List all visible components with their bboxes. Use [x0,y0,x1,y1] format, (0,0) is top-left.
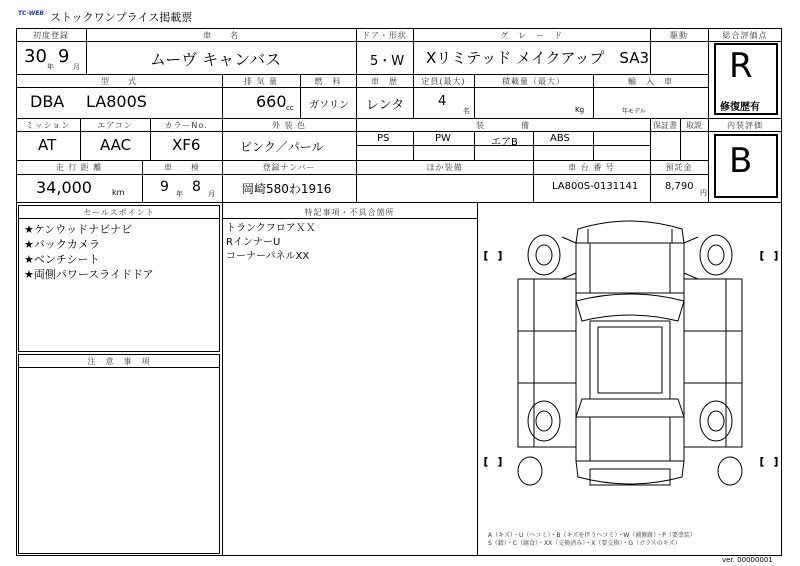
notes-list [226,222,316,264]
list-item: ★ケンウッドナビナビ [24,223,133,236]
label-model: 型 式 [101,77,137,86]
grade: Xリミテッド メイクアップ SA3 [426,49,649,67]
inspection-year: 9 [160,179,169,195]
first-reg-year-unit: 年 [47,63,54,71]
equip-pw: PW [435,133,451,144]
label-drive: 駆動 [670,31,688,40]
label-door: ドア・形状 [362,31,407,40]
legend-line: S（錆）・C（腐食）・XX（交換済み）・X（要交換）・G（ガラスのキズ） [488,540,681,547]
first-reg-month: 9 [58,46,70,67]
damage-legend [488,532,696,548]
logo: TC-WEB [18,10,45,17]
list-item: RインナーU [226,237,281,248]
label-exterior: 外 装 色 [271,121,307,130]
mileage: 34,000 [36,178,92,197]
inspection-month-unit: 月 [208,190,215,198]
label-displacement: 排 気 量 [243,77,279,86]
model-code: LA800S [86,92,147,111]
overall-note: 修復歴有 [720,102,760,113]
label-overall: 総合評価点 [722,31,768,40]
svg-text:[: [ [760,457,764,468]
label-mission: ミッション [25,121,71,130]
label-interior: 内装評価 [727,121,763,130]
equip-airbag: エアB [491,137,518,148]
label-grade: グ レ ー ド [500,31,563,40]
equip-ps: PS [377,133,390,144]
first-reg-month-unit: 月 [73,63,80,71]
label-first-reg: 初度登録 [33,31,69,40]
car-name: ムーヴ キャンバス [150,50,282,69]
label-equipment: 装 備 [476,121,530,130]
capacity-unit: 名 [463,107,470,115]
list-item: ★両側パワースライドドア [24,268,154,281]
overall-grade: R [729,46,753,86]
version: ver. 00000001 [722,556,773,564]
label-manual: 取説 [686,121,702,130]
sales-points-list [24,222,154,282]
chassis-number: LA800S-0131141 [552,181,639,192]
first-reg-year: 30 [24,46,47,67]
label-capacity: 定員(最大) [421,77,466,86]
legend-line: A（キズ）・U（ヘコミ）・B（キズを伴うヘコミ）・W（補修跡）・P（要塗装） [488,532,696,539]
label-notes: 特記事項・不具合箇所 [304,208,395,217]
list-item: コーナーパネルXX [226,251,310,262]
label-load: 積載量（最大） [502,77,565,86]
label-mileage: 走 行 距 離 [55,163,103,172]
car-damage-diagram [478,203,782,555]
list-item: ★ベンチシート [24,253,100,266]
capacity: 4 [438,94,447,109]
displacement-unit: cc [286,104,294,112]
deposit-unit: 円 [700,189,707,197]
label-warranty: 保証書 [653,121,677,130]
svg-text:[: [ [760,251,764,262]
svg-text:]: ] [774,251,778,262]
svg-text:[: [ [484,251,488,262]
label-car-name: 車 名 [203,31,239,40]
history: レンタ [366,98,405,113]
caution-box [18,354,220,554]
label-sales-points: セールスポイント [83,208,155,217]
label-import: 輸 入 車 [628,77,673,86]
label-aircon: エアコン [97,121,133,130]
inspection-year-unit: 年 [176,190,183,198]
label-color-no: カラーNo. [164,121,208,130]
svg-text:]: ] [498,251,502,262]
svg-text:[: [ [484,457,488,468]
color-no: XF6 [172,136,201,154]
fuel: ガソリン [309,100,349,111]
label-plate: 登録ナンバー [262,163,316,172]
equip-abs: ABS [550,133,570,144]
inspection-month: 8 [192,179,201,195]
door-type: 5・W [370,54,405,69]
label-inspection: 車 検 [164,163,200,172]
svg-text:]: ] [774,457,778,468]
svg-text:]: ] [498,457,502,468]
label-fuel: 燃 料 [314,77,342,86]
deposit: 8,790 [665,181,694,192]
exterior-color: ピンク／パール [240,140,324,154]
label-chassis: 車 台 番 号 [568,163,615,172]
model-prefix: DBA [30,92,65,111]
interior-grade: B [729,141,753,181]
label-caution: 注 意 事 項 [87,357,151,366]
list-item: ★バックカメラ [24,238,100,251]
label-deposit: 預託金 [665,163,693,172]
mileage-unit: km [112,188,125,197]
list-item: トランクフロアＸＸ [226,223,316,234]
plate-number: 岡崎580わ1916 [242,182,332,196]
aircon: AAC [100,136,132,154]
mission: AT [38,136,57,154]
sheet-title: ストックワンプライス掲載票 [50,11,193,24]
label-history: 車 歴 [371,77,398,86]
load-unit: Kg [575,106,585,114]
displacement: 660 [256,92,287,111]
import-unit: 年モデル [622,108,646,115]
label-other-eq: ほか装備 [426,163,463,172]
